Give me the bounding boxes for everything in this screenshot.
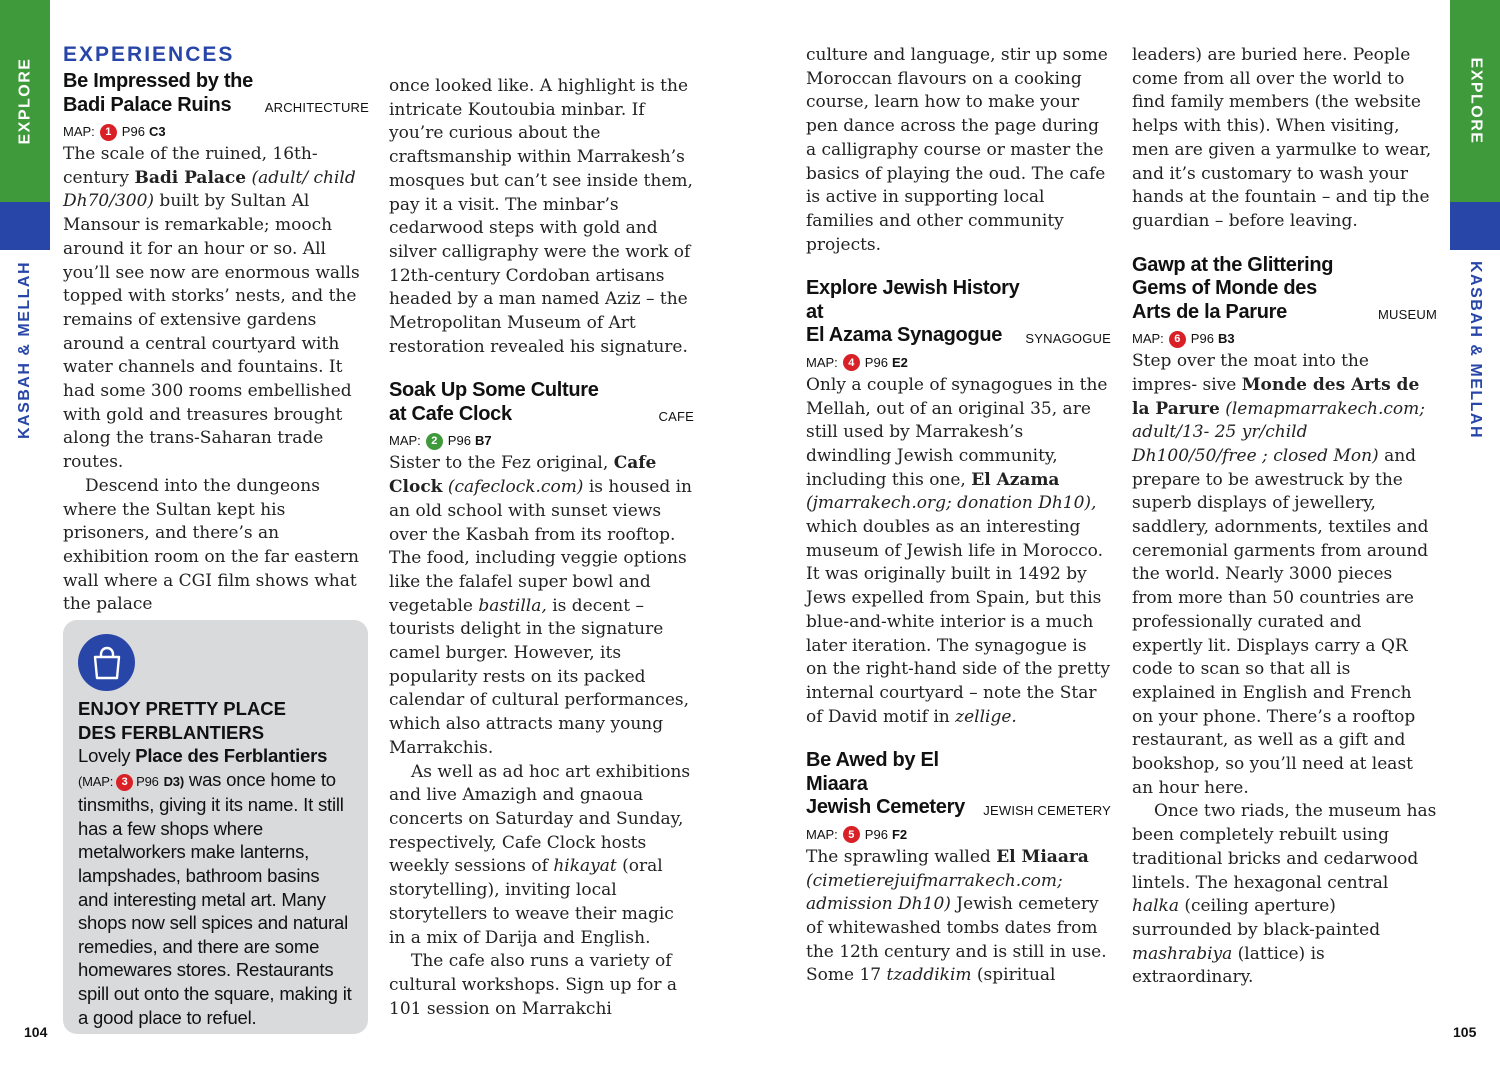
- explore-tab-left: [0, 0, 50, 202]
- entry-body-continued: [1132, 44, 1437, 234]
- section-label: EXPERIENCES: [63, 43, 235, 66]
- paragraph: Only a couple of synagogues in the Mellah, out of an original 35, are still used by Marrakesh’s dwindling Jewish community, including this one, El Azama (jmarrakech.org; donation Dh10), which doubles as an interesting museum of Jewish life in Morocco. It was originally built in 1492 by Jews expelled from Spain, but this blue-and-white interior is a much later iteration. The synagogue is on the right-hand side of the pretty internal courtyard – note the Star of David motif in zellige.: [806, 374, 1111, 727]
- map-marker-badge: 4: [843, 354, 860, 371]
- entry-category: JEWISH CEMETERY: [983, 802, 1111, 818]
- map-marker-badge: 5: [843, 826, 860, 843]
- entry-category: SYNAGOGUE: [1025, 330, 1111, 346]
- area-tab-left: [0, 250, 50, 450]
- section-color-block-left: [0, 202, 50, 250]
- entry-title: Be Awed by El Miaara Jewish Cemetery: [806, 749, 965, 819]
- paragraph: The scale of the ruined, 16th-century Badi Palace (adult/ child Dh70/300) built by Sultan Al Mansour is remarkable; mooch around it for an hour or so. All you’ll see now are enormous walls topped with storks’ nests, and the remains of extensive gardens around a central courtyard with water channels and fountains. It had some 300 rooms embellished with gold and treasures brought along the trans-Saharan trade routes.: [63, 144, 360, 473]
- map-reference: MAP: 4 P96 E2: [806, 354, 908, 370]
- section-color-block-right: [1450, 202, 1500, 250]
- paragraph: once looked like. A highlight is the intricate Koutoubia minbar. If you’re curious about the craftsmanship within Marrakesh’s mosques but can’t see inside them, pay it a visit. The minbar’s cedarwood steps with gold and silver calligraphy were the work of 12th-century Cordoban artisans headed by a man named Aziz – the Metropolitan Museum of Art restoration revealed his signature.: [389, 76, 693, 357]
- sidebar-title: ENJOY PRETTY PLACE DES FERBLANTIERS: [78, 698, 287, 743]
- map-marker-badge: 6: [1169, 331, 1186, 348]
- page-number-left: 104: [24, 1024, 48, 1040]
- sidebar-box: [63, 620, 368, 1034]
- entry-body: [806, 846, 1111, 988]
- entry-heading-clock: [389, 379, 694, 426]
- paragraph: The sprawling walled El Miaara (cimetierejuifmarrakech.com; admission Dh10) Jewish cemetery of whitewashed tombs dates from the 12th century and is still in use. Some 17 tzaddikim (spiritual: [806, 846, 1107, 986]
- map-reference: [63, 123, 369, 141]
- entry-title: Gawp at the Glittering Gems of Monde des Arts de la Parure: [1132, 253, 1334, 323]
- right-column-2: [1132, 44, 1437, 990]
- entry-category: ARCHITECTURE: [264, 100, 369, 115]
- entry-title: [63, 70, 253, 117]
- map-grid: C3: [148, 124, 166, 139]
- entry-body: [389, 452, 694, 1021]
- entry-title: Explore Jewish History at El Azama Synagogue: [806, 277, 1020, 347]
- explore-tab-label: EXPLORE: [1467, 57, 1484, 145]
- paragraph: Step over the moat into the impres- sive Monde des Arts de la Parure (lemapmarrakech.com; adult/13- 25 yr/child Dh100/50/free ; closed Mon) and prepare to be awestruck by the superb displays of jewellery, saddlery, adornments, textiles and ceremonial garments from around the world. Nearly 3000 pieces from more than 50 countries are professionally curated and expertly lit. Displays carry a QR code to scan so that all is explained in English and French on your phone. There’s a rooftop restaurant, as well as a gift and bookshop, so you’ll need at least an hour here.: [1132, 351, 1429, 798]
- entry-body: [1132, 350, 1437, 990]
- sidebar-body: Lovely Place des Ferblantiers (MAP: 3 P96 D3) was once home to tinsmiths, giving it its name. It still has a few shops where metalworkers make lanterns, lampshades, bathroom basins and interesting metal art. Many shops now sell spices and natural remedies, and there are some homewares stores. Restaurants spill out onto the square, making it a good place to refuel.: [78, 745, 352, 1028]
- entry-heading-miaara: [806, 749, 1111, 820]
- map-reference: MAP: 5 P96 F2: [806, 826, 908, 842]
- entry-body-continued: [389, 75, 694, 359]
- map-marker-badge: 3: [116, 774, 133, 791]
- map-label: (MAP:: [78, 773, 114, 789]
- paragraph: As well as ad hoc art exhibitions and live Amazigh and gnaoua concerts on Saturday and Sunday, respectively, Cafe Clock hosts weekly sessions of hikayat (oral storytelling), inviting local storytellers to weave their magic in a mix of Darija and English.: [389, 761, 691, 948]
- title-line: Be Impressed by the: [63, 70, 253, 92]
- map-reference: MAP: 6 P96 B3: [1132, 331, 1235, 347]
- explore-tab-label: EXPLORE: [16, 57, 33, 145]
- entry-body-continued: [806, 44, 1111, 257]
- map-page: P96: [121, 124, 145, 139]
- area-tab-label: KASBAH & MELLAH: [16, 260, 34, 440]
- paragraph: Once two riads, the museum has been completely rebuilt using traditional bricks and cedarwood lintels. The hexagonal central halka (ceiling aperture) surrounded by black-painted mashrabiya (lattice) is extraordinary.: [1132, 801, 1437, 988]
- title-line: Badi Palace Ruins: [63, 93, 232, 116]
- paragraph: The cafe also runs a variety of cultural workshops. Sign up for a 101 session on Marrakchi: [389, 951, 678, 1019]
- entry-category: CAFE: [658, 409, 694, 425]
- entry-heading-parure: [1132, 254, 1437, 325]
- paragraph: leaders) are buried here. People come from all over the world to find family members (the website helps with this). When visiting, men are given a yarmulke to wear, and it’s customary to wash your hands at the fountain – and tip the guardian – before leaving.: [1132, 45, 1432, 231]
- right-column-1: [806, 44, 1111, 988]
- entry-title: Soak Up Some Culture at Cafe Clock: [389, 379, 599, 425]
- map-label: MAP:: [63, 124, 95, 139]
- map-reference: MAP: 2 P96 B7: [389, 433, 492, 449]
- entry-body: [63, 143, 369, 617]
- left-column-1: [63, 44, 369, 617]
- area-tab-right: [1450, 250, 1500, 450]
- entry-body: [806, 374, 1111, 730]
- map-marker-badge: 2: [426, 433, 443, 450]
- paragraph: culture and language, stir up some Moroccan flavours on a cooking course, learn how to make your pen dance across the page during a calligraphy course or master the basics of playing the oud. The cafe is active in supporting local families and other community projects.: [806, 45, 1108, 255]
- map-marker-badge: 1: [100, 124, 117, 141]
- entry-category: MUSEUM: [1378, 307, 1437, 323]
- entry-heading-badi: [63, 70, 369, 117]
- area-tab-label: KASBAH & MELLAH: [1467, 260, 1485, 440]
- explore-tab-right: [1450, 0, 1500, 202]
- left-column-2: [389, 75, 694, 1021]
- paragraph: Sister to the Fez original, Cafe Clock (cafeclock.com) is housed in an old school with sunset views over the Kasbah from its rooftop. The food, including veggie options like the falafel super bowl and vegetable bastilla, is decent – tourists delight in the signature camel burger. However, its popularity rests on its packed calendar of cultural performances, which also attracts many young Marrakchis.: [389, 453, 693, 758]
- entry-heading-azama: [806, 277, 1111, 348]
- shopping-bag-icon: [78, 634, 135, 691]
- paragraph: Descend into the dungeons where the Sultan kept his prisoners, and there’s an exhibition room on the far eastern wall where a CGI film shows what the palace: [63, 475, 360, 615]
- page-number-right: 105: [1453, 1024, 1477, 1040]
